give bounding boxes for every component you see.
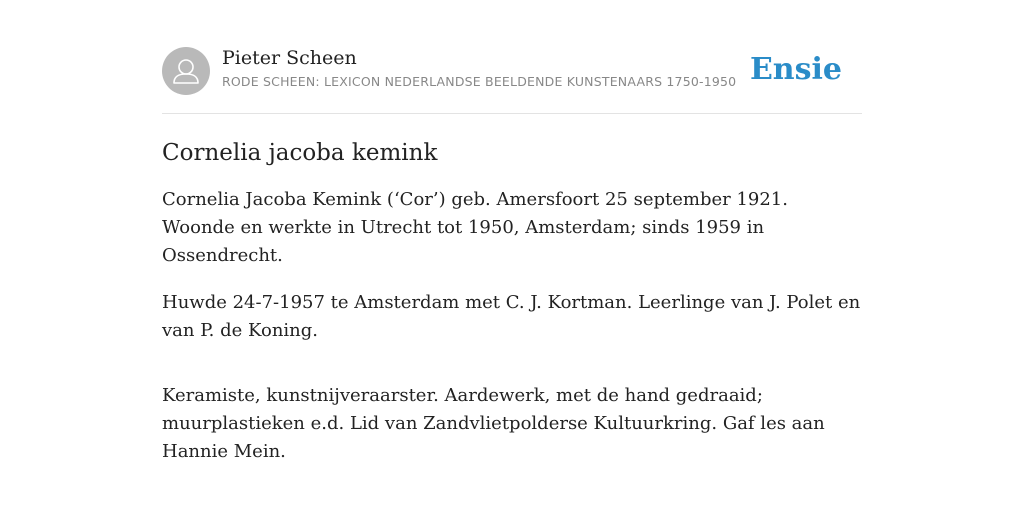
article-paragraph-3: Keramiste, kunstnijveraarster. Aardewerk, met de hand gedraaid; muurplastieken e.d. Lid van Zandvlietpolderse Kultuurkring. Gaf les aan Hannie Mein.: [162, 385, 825, 462]
source-title[interactable]: RODE SCHEEN: LEXICON NEDERLANDSE BEELDENDE KUNSTENAARS 1750-1950: [222, 74, 737, 89]
ensie-logo[interactable]: Ensie: [749, 52, 842, 87]
article-paragraph-2: Huwde 24-7-1957 te Amsterdam met C. J. Kortman. Leerlinge van J. Polet en van P. de Koning.: [162, 292, 861, 341]
author-name[interactable]: Pieter Scheen: [222, 47, 357, 69]
user-silhouette-icon: [162, 47, 210, 95]
header-divider: [162, 113, 862, 114]
author-avatar[interactable]: [162, 47, 210, 95]
article-header: [162, 46, 862, 96]
article-body: [162, 136, 862, 485]
article-title: Cornelia jacoba kemink: [162, 140, 438, 166]
article-paragraph-1: Cornelia Jacoba Kemink (‘Cor’) geb. Amersfoort 25 september 1921. Woonde en werkte in Utrecht tot 1950, Amsterdam; sinds 1959 in Ossendrecht.: [162, 189, 788, 266]
